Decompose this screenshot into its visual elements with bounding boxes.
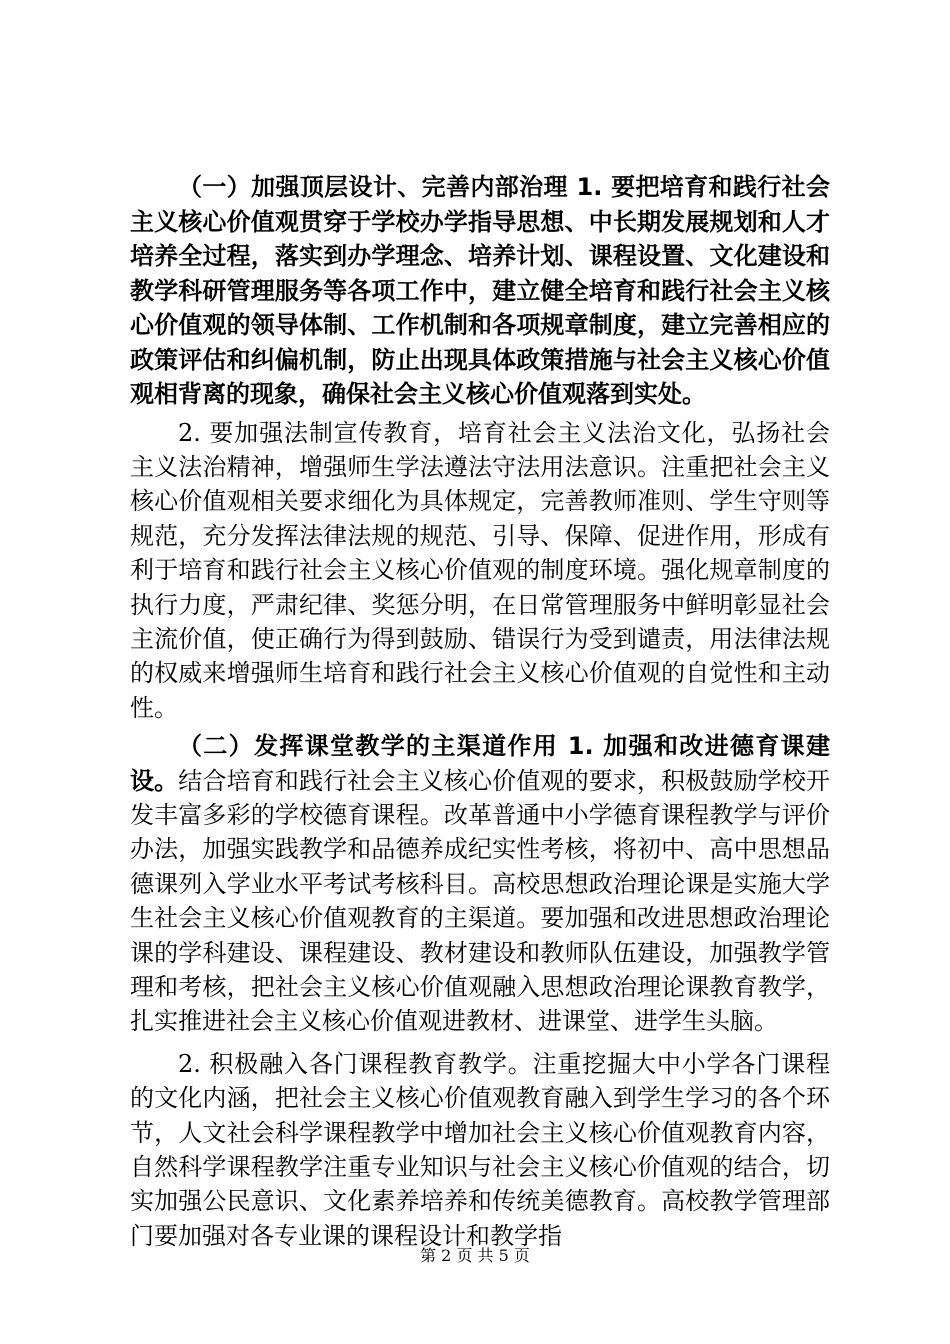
section-1-paragraph: （一）加强顶层设计、完善内部治理 1. 要把培育和践行社会主义核心价值观贯穿于学校办学指导思想、中长期发展规划和人才培养全过程，落实到办学理念、培养计划、课程设置、文化建设和教学科研管理服务等各项工作中，建立健全培育和践行社会主义核心价值观的领导体制、工作机制和各项规章制度，建立完善相应的政策评估和纠偏机制，防止出现具体政策措施与社会主义核心价值观相背离的现象，确保社会主义核心价值观落到实处。 <box>130 173 830 408</box>
section-2-item-2-paragraph: 2. 积极融入各门课程教育教学。注重挖掘大中小学各门课程的文化内涵，把社会主义核心价值观教育融入到学生学习的各个环节，人文社会科学课程教学中增加社会主义核心价值观教育内容，自然科学课程教学注重专业知识与社会主义核心价值观的结合，切实加强公民意识、文化素养培养和传统美德教育。高校教学管理部门要加强对各专业课的课程设计和教学指 <box>130 1049 830 1250</box>
page-number-footer: 第 2 页 共 5 页 <box>420 1246 530 1265</box>
section-2-paragraph <box>130 729 830 1039</box>
section-2-heading: （二）发挥课堂教学的主渠道作用 1. 加强和改进德育课建设。 <box>130 732 830 795</box>
section-1-item-2-paragraph: 2. 要加强法制宣传教育，培育社会主义法治文化，弘扬社会主义法治精神，增强师生学法遵法守法用法意识。注重把社会主义核心价值观相关要求细化为具体规定，完善教师准则、学生守则等规范，充分发挥法律法规的规范、引导、保障、促进作用，形成有利于培育和践行社会主义核心价值观的制度环境。强化规章制度的执行力度，严肃纪律、奖惩分明，在日常管理服务中鲜明彰显社会主流价值，使正确行为得到鼓励、错误行为受到谴责，用法律法规的权威来增强师生培育和践行社会主义核心价值观的自觉性和主动性。 <box>130 418 830 722</box>
section-2-body: 结合培育和践行社会主义核心价值观的要求，积极鼓励学校开发丰富多彩的学校德育课程。改革普通中小学德育课程教学与评价办法，加强实践教学和品德养成纪实性考核，将初中、高中思想品德课列入学业水平考试考核科目。高校思想政治理论课是实施大学生社会主义核心价值观教育的主渠道。要加强和改进思想政治理论课的学科建设、课程建设、教材建设和教师队伍建设，加强教学管理和考核，把社会主义核心价值观融入思想政治理论课教育教学，扎实推进社会主义核心价值观进教材、进课堂、进学生头脑。 <box>130 766 831 1036</box>
document-body <box>130 170 830 1253</box>
